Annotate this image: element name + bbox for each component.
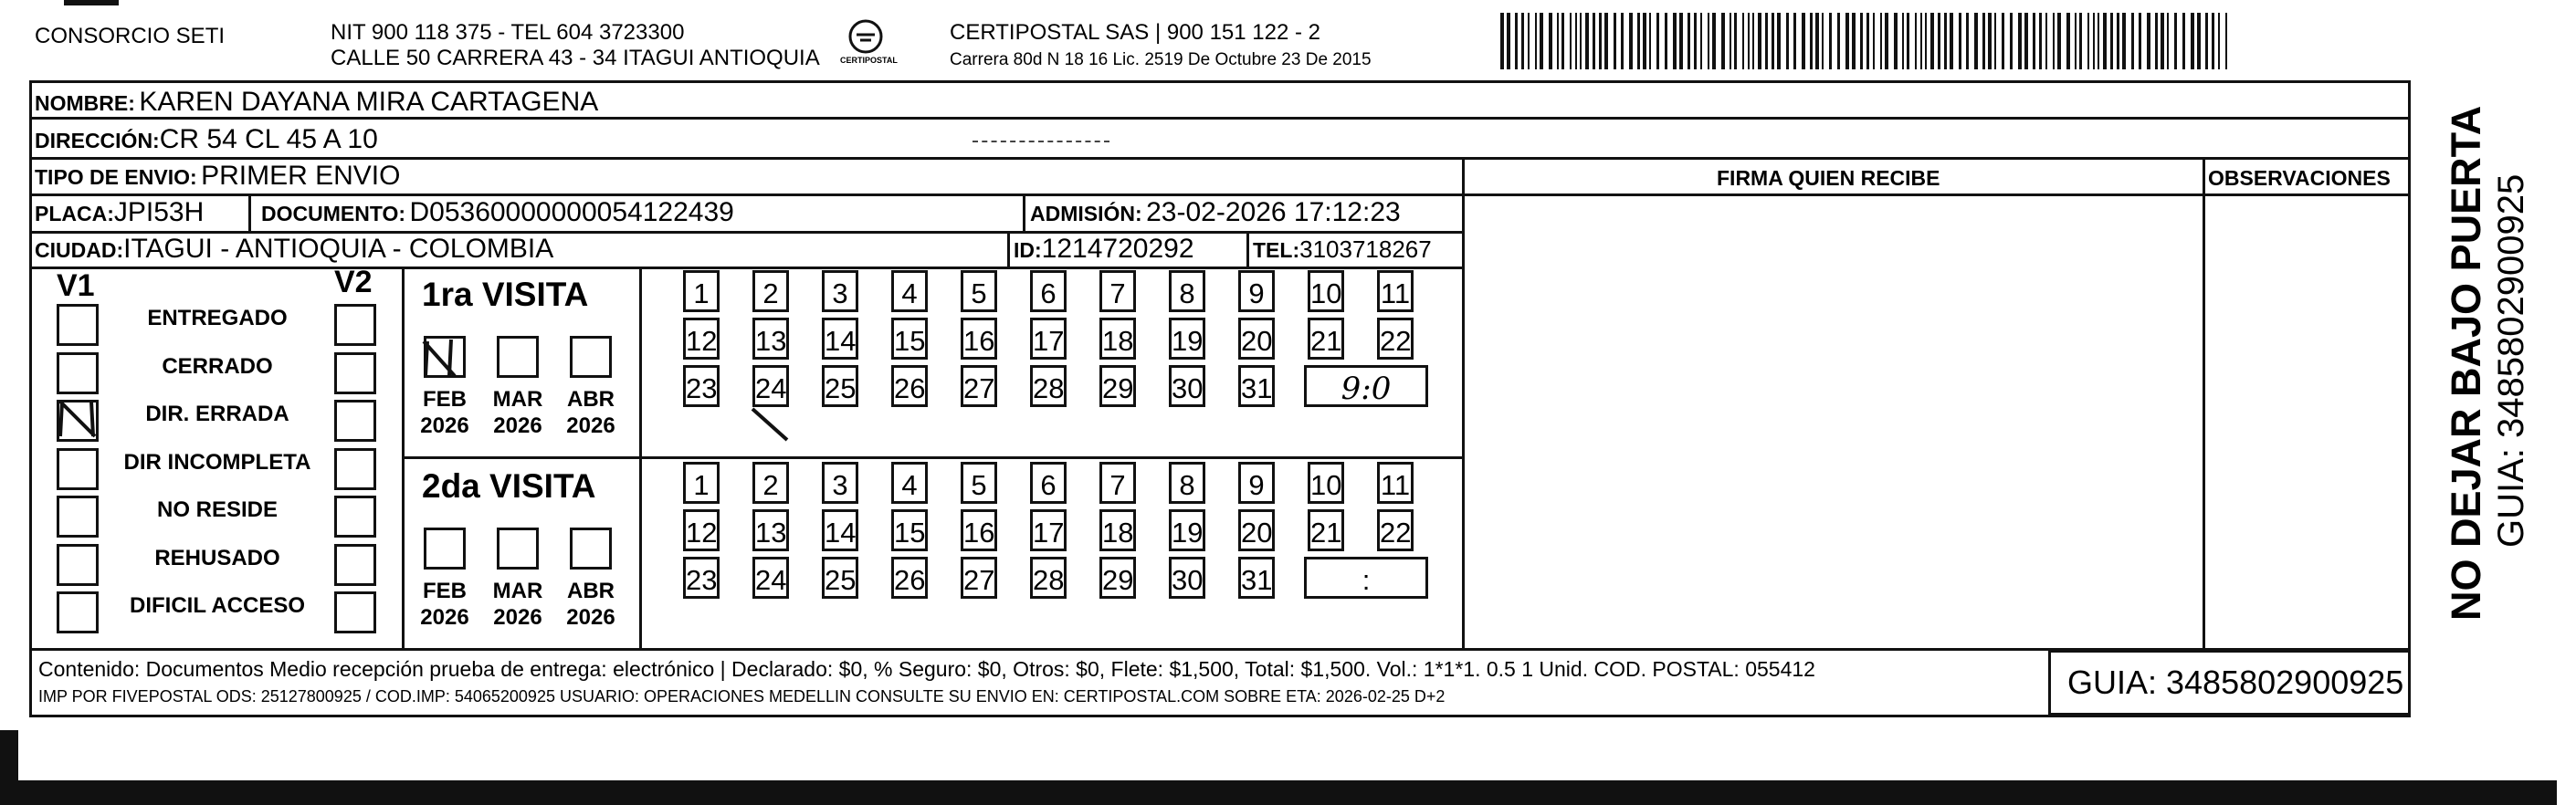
v1-checkbox[interactable] — [57, 304, 99, 346]
barcode-bar — [1604, 13, 1608, 69]
no-dejar-text: NO DEJAR BAJO PUERTA — [2443, 105, 2489, 621]
status-label: DIFICIL ACCESO — [129, 593, 305, 618]
tipo-value: PRIMER ENVIO — [201, 161, 401, 191]
barcode-bar — [1966, 13, 1969, 69]
handwritten-mark-dir-errada — [57, 398, 100, 440]
month-checkbox[interactable] — [497, 336, 539, 378]
barcode-bar — [1700, 13, 1702, 69]
barcode-bar — [1988, 13, 1992, 69]
barcode-bar — [1925, 13, 1927, 69]
barcode-bar — [2103, 13, 2107, 69]
barcode-bar — [1885, 13, 1888, 69]
barcode-bar — [2167, 13, 2169, 69]
status-label: REHUSADO — [154, 545, 280, 570]
day-box[interactable]: 4 — [891, 462, 928, 504]
day-box[interactable]: 20 — [1238, 509, 1275, 551]
barcode-bar — [2212, 13, 2214, 69]
ciudad-label: CIUDAD: — [35, 238, 124, 262]
barcode-bar — [2002, 13, 2004, 69]
barcode-bar — [1994, 13, 1996, 69]
barcode-bar — [1643, 13, 1646, 69]
v2-checkbox[interactable] — [334, 448, 376, 490]
side-guia-text: GUIA: 3485802900925 — [2491, 173, 2531, 548]
barcode-bar — [2122, 13, 2126, 69]
day-box[interactable]: 31 — [1238, 557, 1275, 599]
day-box[interactable]: 31 — [1238, 365, 1275, 407]
day-box[interactable]: 25 — [822, 365, 858, 407]
barcode-bar — [1758, 13, 1761, 69]
barcode-bar — [1515, 13, 1518, 69]
day-box[interactable]: 24 — [752, 557, 789, 599]
day-box[interactable]: 28 — [1030, 557, 1067, 599]
barcode-bar — [1915, 13, 1917, 69]
month-checkbox[interactable] — [570, 528, 612, 570]
certipostal-line2: Carrera 80d N 18 16 Lic. 2519 De Octubre 23 De 2015 — [950, 50, 1372, 69]
documento-value: D05360000000054122439 — [409, 197, 734, 227]
barcode-bar — [1549, 13, 1552, 69]
nombre-label: NOMBRE: — [35, 91, 135, 115]
barcode-bar — [1930, 13, 1934, 69]
documento-label: DOCUMENTO: — [261, 202, 406, 225]
handwritten-mark-day-24 — [747, 403, 793, 445]
nit-line: NIT 900 118 375 - TEL 604 3723300 — [331, 20, 685, 45]
v1-checkbox[interactable] — [57, 591, 99, 633]
barcode-bar — [1860, 13, 1863, 69]
barcode-bar — [2057, 13, 2061, 69]
barcode-bar — [1688, 13, 1690, 69]
certipostal-logo — [840, 16, 898, 71]
barcode-bar — [1765, 13, 1768, 69]
barcode-bar — [2075, 13, 2077, 69]
v1-checkbox[interactable] — [57, 448, 99, 490]
placa-value: JPI53H — [113, 197, 205, 227]
barcode-bar — [1734, 13, 1737, 69]
barcode-bar — [1938, 13, 1940, 69]
firma-divider — [1462, 157, 1465, 648]
v2-checkbox[interactable] — [334, 496, 376, 538]
day-box[interactable]: 4 — [891, 270, 928, 312]
barcode-bar — [2161, 13, 2164, 69]
month-label: FEB 2026 — [420, 387, 469, 438]
barcode-bar — [2066, 13, 2070, 69]
barcode-bar — [2205, 13, 2208, 69]
status-label: DIR. ERRADA — [145, 402, 289, 426]
v2-checkbox[interactable] — [334, 544, 376, 586]
barcode-bar — [1561, 13, 1564, 69]
barcode-bar — [1959, 13, 1961, 69]
day-box[interactable]: 13 — [752, 509, 789, 551]
handwritten-time: 9:0 — [1341, 371, 1392, 407]
barcode-bar — [1944, 13, 1947, 69]
barcode-bar — [1982, 13, 1985, 69]
v2-checkbox[interactable] — [334, 352, 376, 394]
barcode-bar — [1500, 13, 1504, 69]
footer-line1: Contenido: Documentos Medio recepción prueba de entrega: electrónico | Declarado: $0, % Seguro: $0, Otros: $0, Flete: $1,500, Total: $1,500. Vol.: 1*1*1. 0.5 1 Unid. COD. POSTAL: 055412 — [38, 657, 1815, 681]
scan-edge-top — [64, 0, 119, 5]
observaciones-divider — [2203, 157, 2205, 648]
barcode-bar — [1793, 13, 1796, 69]
barcode-bar — [1521, 13, 1524, 69]
day-box[interactable]: 17 — [1030, 509, 1067, 551]
barcode-bar — [2225, 13, 2227, 69]
footer-line2: IMP POR FIVEPOSTAL ODS: 25127800925 / COD.IMP: 54065200925 USUARIO: OPERACIONES MEDELLIN CONSULTE SU ENVIO EN: CERTIPOSTAL.COM SOBRE ETA: 2026-02-25 D+2 — [38, 687, 1446, 706]
day-box[interactable]: 11 — [1377, 462, 1414, 504]
barcode-bar — [1845, 13, 1849, 69]
tipo-label: TIPO DE ENVIO: — [35, 165, 197, 189]
barcode-bar — [1580, 13, 1582, 69]
day-box[interactable]: 3 — [822, 270, 858, 312]
day-box[interactable]: 1 — [683, 270, 720, 312]
barcode-bar — [1721, 13, 1725, 69]
status-label: DIR INCOMPLETA — [123, 449, 311, 475]
day-box[interactable]: 27 — [961, 365, 997, 407]
day-box[interactable]: 18 — [1099, 509, 1136, 551]
barcode-bar — [1673, 13, 1677, 69]
day-box[interactable]: 12 — [683, 509, 720, 551]
barcode-bar — [1907, 13, 1909, 69]
barcode-bar — [2131, 13, 2134, 69]
barcode-bar — [1852, 13, 1856, 69]
day-box[interactable]: 27 — [961, 557, 997, 599]
company-name: CONSORCIO SETI — [35, 24, 226, 48]
direccion-value: CR 54 CL 45 A 10 — [159, 124, 378, 154]
barcode-bar — [2024, 13, 2028, 69]
handwritten-mark-feb — [418, 336, 464, 382]
day-box[interactable]: 19 — [1169, 318, 1205, 360]
barcode-bar — [1974, 13, 1978, 69]
day-box[interactable]: 7 — [1099, 270, 1136, 312]
day-box[interactable]: 10 — [1308, 462, 1344, 504]
day-box[interactable]: 23 — [683, 365, 720, 407]
day-box[interactable]: 15 — [891, 318, 928, 360]
month-label: MAR 2026 — [492, 579, 543, 630]
barcode-bar — [1752, 13, 1754, 69]
barcode-bar — [1708, 13, 1709, 69]
direccion-label: DIRECCIÓN: — [35, 129, 160, 152]
day-box[interactable]: 3 — [822, 462, 858, 504]
day-box[interactable]: 6 — [1030, 270, 1067, 312]
barcode-bar — [1649, 13, 1651, 69]
barcode-bar — [2197, 13, 2201, 69]
barcode-bar — [2053, 13, 2055, 69]
day-box[interactable]: 30 — [1169, 365, 1205, 407]
time-separator: : — [1362, 564, 1371, 596]
day-box[interactable]: 14 — [822, 509, 858, 551]
second-visit-time-box[interactable] — [1304, 557, 1428, 599]
barcode-bar — [1712, 13, 1716, 69]
day-box[interactable]: 17 — [1030, 318, 1067, 360]
admision-value: 23-02-2026 17:12:23 — [1146, 197, 1401, 227]
barcode — [1500, 0, 2231, 73]
day-box[interactable]: 13 — [752, 318, 789, 360]
v2-checkbox[interactable] — [334, 400, 376, 442]
barcode-bar — [1656, 13, 1659, 69]
barcode-bar — [2191, 13, 2194, 69]
day-box[interactable]: 1 — [683, 462, 720, 504]
month-checkbox[interactable] — [424, 528, 466, 570]
day-box[interactable]: 28 — [1030, 365, 1067, 407]
barcode-bar — [1507, 13, 1510, 69]
barcode-bar — [1593, 13, 1595, 69]
barcode-bar — [2033, 13, 2035, 69]
barcode-bar — [2098, 13, 2099, 69]
day-box[interactable]: 2 — [752, 270, 789, 312]
day-box[interactable]: 7 — [1099, 462, 1136, 504]
month-checkbox[interactable] — [570, 336, 612, 378]
day-box[interactable]: 16 — [961, 509, 997, 551]
day-box[interactable]: 11 — [1377, 270, 1414, 312]
day-box[interactable]: 25 — [822, 557, 858, 599]
certipostal-line1: CERTIPOSTAL SAS | 900 151 122 - 2 — [950, 20, 1320, 45]
tel-value: 3103718267 — [1299, 235, 1432, 263]
barcode-bar — [1694, 13, 1697, 69]
day-box[interactable]: 12 — [683, 318, 720, 360]
barcode-bar — [1629, 13, 1633, 69]
placa-label: PLACA: — [35, 202, 114, 225]
barcode-bar — [2139, 13, 2141, 69]
day-box[interactable]: 20 — [1238, 318, 1275, 360]
barcode-bar — [2110, 13, 2113, 69]
day-box[interactable]: 29 — [1099, 365, 1136, 407]
barcode-bar — [1557, 13, 1559, 69]
barcode-bar — [1777, 13, 1781, 69]
day-box[interactable]: 26 — [891, 365, 928, 407]
v2-checkbox[interactable] — [334, 591, 376, 633]
barcode-bar — [1535, 13, 1537, 69]
v1-label: V1 — [57, 268, 95, 303]
day-box[interactable]: 10 — [1308, 270, 1344, 312]
firma-header: FIRMA QUIEN RECIBE — [1717, 166, 1940, 190]
barcode-bar — [2147, 13, 2150, 69]
observaciones-header: OBSERVACIONES — [2208, 166, 2391, 190]
barcode-bar — [2045, 13, 2047, 69]
address-line: CALLE 50 CARRERA 43 - 34 ITAGUI ANTIOQUIA — [331, 46, 820, 70]
first-visit-title: 1ra VISITA — [422, 276, 589, 313]
guia-box-text: GUIA: 3485802900925 — [2067, 664, 2404, 701]
barcode-bar — [1880, 13, 1882, 69]
month-label: MAR 2026 — [492, 387, 543, 438]
barcode-bar — [1730, 13, 1731, 69]
day-box[interactable]: 2 — [752, 462, 789, 504]
barcode-bar — [1621, 13, 1624, 69]
barcode-bar — [1528, 13, 1530, 69]
first-visit-time-box[interactable] — [1304, 365, 1428, 407]
day-box[interactable]: 9 — [1238, 270, 1275, 312]
day-box[interactable]: 22 — [1377, 509, 1414, 551]
day-box[interactable]: 30 — [1169, 557, 1205, 599]
barcode-bar — [1894, 13, 1898, 69]
month-label: ABR 2026 — [566, 579, 615, 630]
status-label: ENTREGADO — [147, 306, 288, 330]
barcode-bar — [1822, 13, 1824, 69]
tel-label: TEL: — [1253, 238, 1300, 262]
barcode-bar — [1786, 13, 1789, 69]
barcode-bar — [1950, 13, 1953, 69]
v1-checkbox[interactable] — [57, 352, 99, 394]
v2-checkbox[interactable] — [334, 304, 376, 346]
barcode-bar — [2079, 13, 2082, 69]
barcode-bar — [2018, 13, 2022, 69]
day-box[interactable]: 14 — [822, 318, 858, 360]
month-checkbox[interactable] — [497, 528, 539, 570]
month-label: FEB 2026 — [420, 579, 469, 630]
barcode-bar — [2117, 13, 2119, 69]
barcode-bar — [1802, 13, 1805, 69]
barcode-bar — [2155, 13, 2158, 69]
barcode-bar — [1585, 13, 1589, 69]
barcode-bar — [1637, 13, 1640, 69]
handwritten-scribble — [973, 141, 1109, 146]
barcode-bar — [2010, 13, 2013, 69]
barcode-bar — [1575, 13, 1577, 69]
barcode-bar — [1837, 13, 1840, 69]
status-label: NO RESIDE — [156, 497, 279, 522]
day-box[interactable]: 26 — [891, 557, 928, 599]
day-box[interactable]: 24 — [752, 365, 789, 407]
nombre-value: KAREN DAYANA MIRA CARTAGENA — [139, 87, 599, 117]
day-box[interactable]: 19 — [1169, 509, 1205, 551]
barcode-bar — [2174, 13, 2177, 69]
day-box[interactable]: 15 — [891, 509, 928, 551]
ciudad-value: ITAGUI - ANTIOQUIA - COLOMBIA — [123, 234, 554, 264]
barcode-bar — [1614, 13, 1616, 69]
barcode-bar — [1742, 13, 1744, 69]
barcode-bar — [1772, 13, 1774, 69]
barcode-bar — [1902, 13, 1904, 69]
scan-edge-bottom — [0, 780, 2557, 805]
barcode-bar — [1873, 13, 1875, 69]
barcode-bar — [1748, 13, 1750, 69]
barcode-bar — [2039, 13, 2042, 69]
barcode-bar — [1920, 13, 1922, 69]
barcode-bar — [1679, 13, 1683, 69]
month-label: ABR 2026 — [566, 387, 615, 438]
day-box[interactable]: 18 — [1099, 318, 1136, 360]
day-box[interactable]: 22 — [1377, 318, 1414, 360]
barcode-bar — [1866, 13, 1869, 69]
barcode-bar — [2087, 13, 2089, 69]
day-box[interactable]: 16 — [961, 318, 997, 360]
status-label: CERRADO — [162, 353, 273, 379]
v1-checkbox[interactable] — [57, 496, 99, 538]
day-box[interactable]: 5 — [961, 462, 997, 504]
day-box[interactable]: 21 — [1308, 509, 1344, 551]
barcode-bar — [1570, 13, 1572, 69]
barcode-bar — [1810, 13, 1813, 69]
barcode-bar — [1829, 13, 1832, 69]
barcode-bar — [2218, 13, 2220, 69]
v1-checkbox[interactable] — [57, 544, 99, 586]
logo-text: CERTIPOSTAL — [840, 56, 898, 65]
barcode-bar — [1815, 13, 1819, 69]
day-box[interactable]: 6 — [1030, 462, 1067, 504]
barcode-bar — [1665, 13, 1667, 69]
day-box[interactable]: 21 — [1308, 318, 1344, 360]
v2-label: V2 — [334, 265, 373, 299]
id-label: ID: — [1014, 238, 1042, 262]
day-box[interactable]: 5 — [961, 270, 997, 312]
barcode-bar — [2182, 13, 2185, 69]
day-box[interactable]: 29 — [1099, 557, 1136, 599]
id-value: 1214720292 — [1041, 234, 1194, 264]
barcode-bar — [2093, 13, 2095, 69]
admision-label: ADMISIÓN: — [1030, 202, 1142, 225]
second-visit-title: 2da VISITA — [422, 467, 596, 505]
day-box[interactable]: 8 — [1169, 270, 1205, 312]
day-box[interactable]: 23 — [683, 557, 720, 599]
day-box[interactable]: 9 — [1238, 462, 1275, 504]
barcode-bar — [1540, 13, 1543, 69]
day-box[interactable]: 8 — [1169, 462, 1205, 504]
barcode-bar — [1599, 13, 1602, 69]
